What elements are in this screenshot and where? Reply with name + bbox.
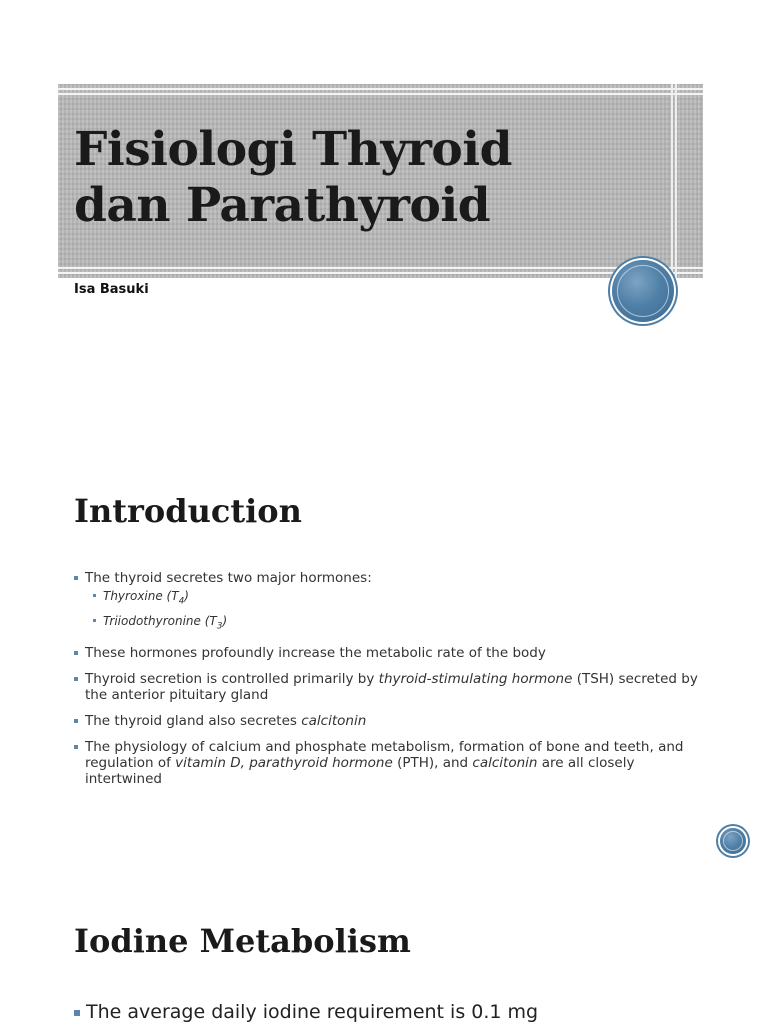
bullet-text: The thyroid gland also secretes	[85, 712, 302, 729]
bullet-text: The thyroid secretes two major hormones:	[85, 570, 372, 586]
iodine-heading: Iodine Metabolism	[74, 922, 411, 960]
author-name: Isa Basuki	[74, 282, 149, 297]
hormone-name: Triiodothyronine (T	[103, 614, 217, 629]
list-item	[74, 1000, 538, 1024]
bullet-text: Thyroid secretion is controlled primarily by	[85, 670, 379, 687]
bullet-text: The physiology of calcium and phosphate metabolism, formation of bone and teeth, and regulation of	[85, 738, 684, 771]
close-paren: )	[222, 614, 228, 629]
bullet-text: (TSH) secreted by the anterior pituitary gland	[85, 670, 698, 703]
bullet-text: These hormones profoundly increase the metabolic rate of the body	[85, 644, 546, 661]
subscript: 4	[178, 596, 185, 607]
emphasis-text: calcitonin	[301, 712, 367, 729]
bullet-text: are all closely intertwined	[85, 754, 635, 787]
close-paren: )	[184, 589, 189, 603]
emphasis-text: calcitonin	[472, 754, 538, 771]
subscript: 3	[216, 621, 223, 632]
slide-title: Fisiologi Thyroid dan Parathyroid	[74, 122, 512, 233]
emphasis-text: thyroid-stimulating hormone	[378, 670, 573, 687]
hormone-name: Thyroxine (T	[103, 589, 179, 603]
bullet-text: (PTH), and	[392, 754, 473, 771]
emphasis-text: vitamin D, parathyroid hormone	[175, 754, 393, 771]
bullet-text: The average daily iodine requirement is 0.1 mg	[86, 1001, 539, 1023]
introduction-heading: Introduction	[74, 492, 302, 530]
